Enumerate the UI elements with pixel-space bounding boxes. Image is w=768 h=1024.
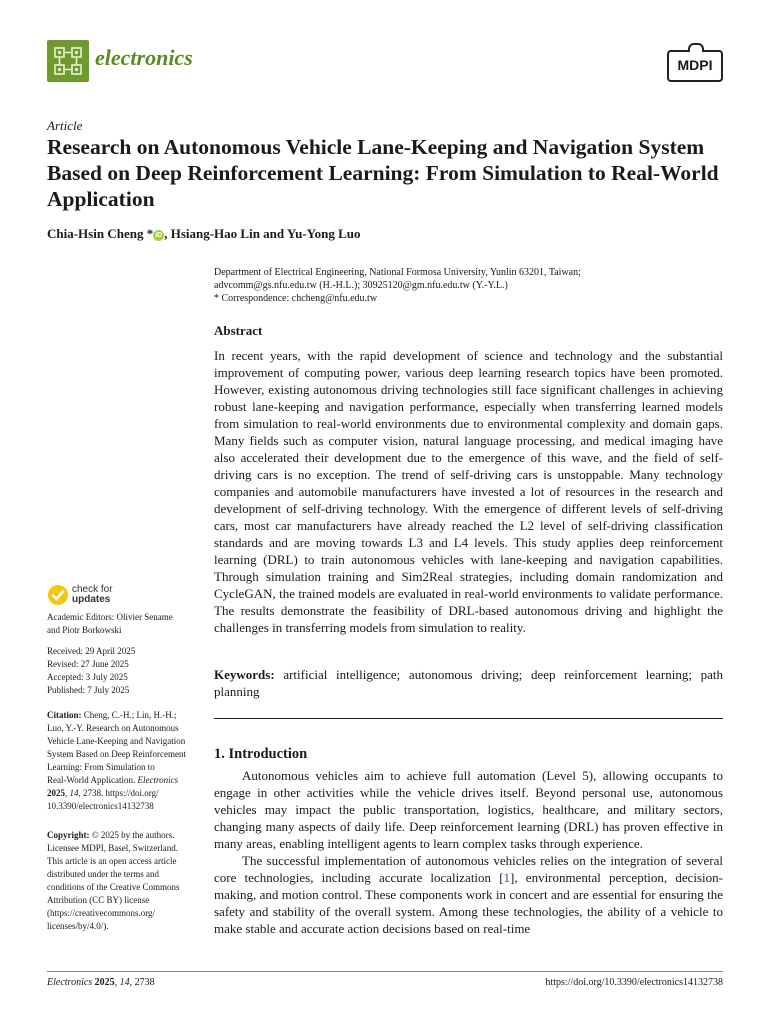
journal-logo[interactable] xyxy=(47,40,89,82)
journal-name[interactable]: electronics xyxy=(95,45,193,70)
copyright-line: Attribution (CC BY) license xyxy=(47,895,150,905)
citation-doi[interactable]: 10.3390/electronics14132738 xyxy=(47,801,154,811)
citation-line: Cheng, C.-H.; Lin, H.-H.; xyxy=(81,710,177,720)
copyright-block xyxy=(47,829,197,933)
history-dates xyxy=(47,645,197,697)
citation-line: Luo, Y.-Y. Research on Autonomous xyxy=(47,723,179,733)
affiliation xyxy=(214,266,724,305)
author-rest[interactable]: , Hsiang-Hao Lin and Yu-Yong Luo xyxy=(164,226,361,241)
footer-divider xyxy=(47,971,723,972)
copyright-line: This article is an open access article xyxy=(47,856,177,866)
citation-line: Learning: From Simulation to xyxy=(47,762,155,772)
check-updates-line2: updates xyxy=(72,594,111,605)
intro-p2-end: ], environmental perception, decision-making, and motion control. These components work in concert and are essential for ensuring the safety and stability of the overall system. Among these technologies, the ability of a vehicle to make stable and accurate action decisions based on real-time xyxy=(214,870,723,936)
editors-line: and Piotr Borkowski xyxy=(47,625,122,635)
check-updates-label xyxy=(72,585,132,605)
abstract-heading: Abstract xyxy=(214,323,263,338)
citation-volume: 14 xyxy=(69,788,79,798)
check-updates-line1: check for xyxy=(72,584,113,595)
accepted-date: Accepted: 3 July 2025 xyxy=(47,672,128,682)
author-list xyxy=(47,226,360,242)
citation-line: Real-World Application. xyxy=(47,775,138,785)
copyright-line: conditions of the Creative Commons xyxy=(47,882,180,892)
article-title: Research on Autonomous Vehicle Lane-Keeping and Navigation System Based on Deep Reinforcement Learning: From Simulation to Real-World Application xyxy=(47,135,719,211)
revised-date: Revised: 27 June 2025 xyxy=(47,659,129,669)
citation-label: Citation: xyxy=(47,710,82,720)
copyright-line: distributed under the terms and xyxy=(47,869,159,879)
citation-line: Vehicle Lane-Keeping and Navigation xyxy=(47,736,186,746)
publisher-logo-tab xyxy=(688,43,704,52)
license-link[interactable]: licenses/by/4.0/). xyxy=(47,921,109,931)
footer-article: , 2738 xyxy=(129,977,155,988)
abstract-text: In recent years, with the rapid development of science and technology and the substantial improvement of computing power, various deep learning research topics have been promoted. However, existing autonomous driving technologies still face significant challenges in achieving robust lane-keeping and navigation performance, especially when transferring learned models from simulation to real-world environments due to environmental complexity and domain gaps. Many fields such as computer vision, natural language processing, and medical imaging have also accelerated their development due to the emergence of this wave, and the field of self-driving cars is no exception. The trend of self-driving cars is unstoppable. Many technology companies and automobile manufacturers have invested a lot of resources in the research and development of self-driving technology. With the emergence of different levels of self-driving cars, most car manufacturers have already reached the L2 level of self-driving classification standards and are moving towards L3 and L4 levels. This study applies deep reinforcement learning (DRL) to train autonomous vehicles with lane-keeping and navigation capabilities. Through simulation training and Sim2Real strategies, including domain randomization and CycleGAN, the trained models are evaluated in real-world environments to validate performance. The results demonstrate the feasibility of DRL-based autonomous driving and highlight the challenges in transferring models from simulation to reality. xyxy=(214,348,723,635)
footer-doi-link[interactable]: https://doi.org/10.3390/electronics14132738 xyxy=(545,977,723,988)
intro-p2-start: The successful implementation of autonomous vehicles relies on the integration of several core technologies, including accurate localization [ xyxy=(214,853,723,885)
citation-doi-start[interactable]: , 2738. https://doi.org/ xyxy=(78,788,159,798)
keywords-label: Keywords: xyxy=(214,667,275,682)
footer-journal: Electronics xyxy=(47,977,93,988)
orcid-icon[interactable]: iD xyxy=(155,232,163,239)
citation-year: 2025 xyxy=(47,788,65,798)
affiliation-emails[interactable]: advcomm@gs.nfu.edu.tw (H.-H.L.); 30925120@gm.nfu.edu.tw (Y.-Y.L.) xyxy=(214,280,508,291)
footer-volume: , 14 xyxy=(114,977,130,988)
correspondence[interactable]: * Correspondence: chcheng@nfu.edu.tw xyxy=(214,293,378,304)
affiliation-line: Department of Electrical Engineering, National Formosa University, Yunlin 63201, Taiwan; xyxy=(214,267,581,278)
copyright-label: Copyright: xyxy=(47,830,90,840)
article-type: Article xyxy=(47,118,83,133)
divider xyxy=(214,718,723,719)
circuit-logo-icon xyxy=(47,40,89,82)
check-updates-icon xyxy=(47,584,69,606)
citation-block xyxy=(47,709,197,813)
intro-paragraph-1: Autonomous vehicles aim to achieve full automation (Level 5), allowing occupants to engage in other activities while the vehicle drives itself. Beyond personal use, autonomous vehicles may impact the public transportation, logistics, healthcare, and military sectors, changing many aspects of daily life. Deep reinforcement learning (DRL) has proven effective in many areas, enabling intelligent agents to learn complex tasks through experience. xyxy=(214,768,723,851)
received-date: Received: 29 April 2025 xyxy=(47,646,136,656)
footer-citation xyxy=(47,977,155,988)
publisher-name: MDPI xyxy=(677,57,713,73)
license-link[interactable]: (https://creativecommons.org/ xyxy=(47,908,156,918)
published-date: Published: 7 July 2025 xyxy=(47,685,130,695)
reference-link[interactable]: 1 xyxy=(503,870,511,885)
intro-paragraph-2 xyxy=(214,852,723,937)
keywords-text: artificial intelligence; autonomous driving; deep reinforcement learning; path planning xyxy=(214,667,723,699)
publisher-logo[interactable] xyxy=(667,50,723,82)
footer-year: 2025 xyxy=(92,977,115,988)
citation-journal: Electronics xyxy=(137,775,179,785)
intro-body xyxy=(214,767,723,937)
citation-sep: , xyxy=(65,788,70,798)
copyright-line: Licensee MDPI, Basel, Switzerland. xyxy=(47,843,178,853)
citation-line: System Based on Deep Reinforcement xyxy=(47,749,186,759)
editors-line: Academic Editors: Olivier Sename xyxy=(47,612,173,622)
academic-editors xyxy=(47,611,197,637)
copyright-line: © 2025 by the authors. xyxy=(89,830,175,840)
section-heading: 1. Introduction xyxy=(214,746,308,762)
keywords xyxy=(214,666,723,700)
author-first[interactable]: Chia-Hsin Cheng * xyxy=(47,226,154,241)
